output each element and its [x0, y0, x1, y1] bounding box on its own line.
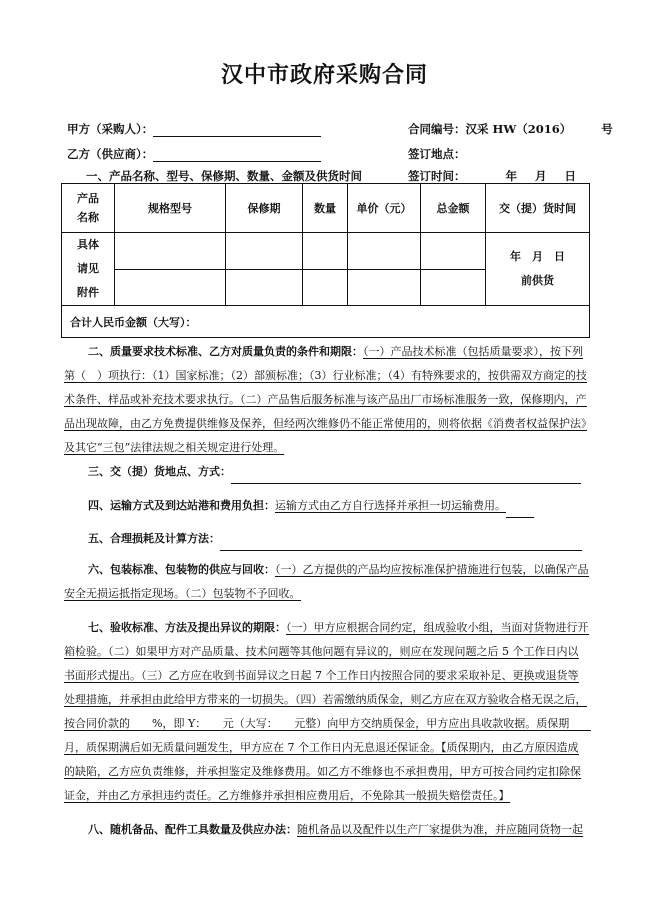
- section-6: [64, 558, 589, 606]
- col-name-line2: 名称: [77, 211, 99, 224]
- detail-line1: 具体: [77, 238, 99, 251]
- col-header-warranty: 保修期: [226, 184, 303, 233]
- goods-table: [61, 183, 590, 338]
- party-a-label: 甲方（采购人）：: [67, 122, 154, 136]
- s5-heading: 五、合理损耗及计算方法：: [88, 532, 220, 545]
- spec-cell[interactable]: [115, 233, 226, 270]
- detail-line2: 请见: [77, 262, 99, 275]
- party-a-row: [67, 121, 321, 137]
- s8-heading: 八、随机备品、配件工具数量及供应办法：: [88, 823, 297, 836]
- price-cell[interactable]: [348, 269, 421, 306]
- detail-line3: 附件: [77, 286, 99, 299]
- s8-body: 随机备品以及配件以生产厂家提供为准，并应随同货物一起: [297, 823, 583, 836]
- party-b-label: 乙方（供应商）：: [67, 147, 154, 161]
- delivery-date: 年 月 日: [510, 250, 565, 263]
- sign-time-label: 签订时间：: [408, 169, 466, 183]
- sign-place-row: [408, 146, 466, 162]
- s4-field[interactable]: [506, 503, 534, 518]
- contract-no-row: [408, 121, 613, 137]
- sign-time-month: 月: [535, 169, 547, 183]
- contract-no-suffix: 号: [601, 122, 613, 136]
- total-row: [62, 306, 590, 338]
- s2-heading: 二、质量要求技术标准、乙方对质量负责的条件和期限：: [88, 345, 363, 358]
- table-row: [62, 233, 590, 270]
- s7-heading: 七、验收标准、方法及提出异议的期限：: [88, 621, 286, 634]
- sign-time-day: 日: [564, 169, 576, 183]
- spec-cell[interactable]: [115, 269, 226, 306]
- section-8: [64, 818, 589, 842]
- sign-place-label: 签订地点：: [408, 147, 466, 161]
- sign-time-row: [408, 168, 576, 184]
- s3-field[interactable]: [231, 469, 581, 484]
- party-a-field[interactable]: [153, 123, 321, 137]
- s7-body: （一）甲方应根据合同约定，组成验收小组，当面对货物进行开箱检验。（二）如果甲方对产品质量、技术问题等其他问题有异议的，则应在发现问题之后 5 个工作日内以书面形式提出。（三）乙方应在收到书面异议之日起 7 个工作日内按照合同的要求采取补足、更换或退货等处理措施，并承担由此给甲方带来的一切损失。（四）若需缴纳质保金，则乙方应在双方验收合格无误之后，按合同价款的 %，即 Y： 元（大写： 元整）向甲方交纳质保金，甲方应出具收款收据。质保期 月，质保期满后如无质量问题发生，甲方应在 7 个工作日内无息退还保证金。【质保期内，由乙方原因造成的缺陷，乙方应负责维修，并承担鉴定及维修费用。如乙方不维修也不承担费用，甲方可按合同约定扣除保证金，并由乙方承担违约责任。乙方维修并承担相应费用后，不免除其一般损失赔偿责任。】: [64, 621, 592, 802]
- section-3: [64, 460, 589, 484]
- total-amount-label: 合计人民币金额（大写）：: [62, 306, 590, 338]
- s4-heading: 四、运输方式及到达站港和费用负担：: [88, 499, 275, 512]
- s6-body: （一）乙方提供的产品均应按标准保护措施进行包装，以确保产品安全无损运抵指定现场。（二）包装物不予回收。: [64, 563, 589, 600]
- col-header-name: [62, 184, 115, 233]
- warranty-cell[interactable]: [226, 269, 303, 306]
- col-header-delivery: 交（提）货时间: [486, 184, 590, 233]
- delivery-cell: [486, 233, 590, 306]
- qty-cell[interactable]: [303, 233, 348, 270]
- section-2: [64, 340, 589, 460]
- detail-cell: [62, 233, 115, 306]
- table-header-row: [62, 184, 590, 233]
- s2-body: （一）产品技术标准（包括质量要求），按下列第（ ）项执行：（1）国家标准；（2）部颁标准；（3）行业标准；（4）有特殊要求的，按供需双方商定的技术条件、样品或补充技术要求执行。（二）产品售后服务标准与该产品出厂市场标准服务一致，保修期内，产品出现故障，由乙方免费提供维修及保养，但经两次维修仍不能正常使用的，则将依据《消费者权益保护法》及其它“三包”法律法规之相关规定进行处理。: [64, 345, 587, 454]
- s4-body: 运输方式由乙方自行选择并承担一切运输费用。: [275, 499, 506, 512]
- s3-heading: 三、交（提）货地点、方式：: [88, 465, 231, 478]
- total-cell[interactable]: [421, 233, 486, 270]
- total-cell[interactable]: [421, 269, 486, 306]
- party-b-row: [67, 146, 321, 162]
- party-b-field[interactable]: [153, 148, 321, 162]
- col-name-line1: 产品: [77, 192, 99, 205]
- section-5: [64, 527, 589, 551]
- price-cell[interactable]: [348, 233, 421, 270]
- delivery-note: 前供货: [521, 274, 554, 287]
- col-header-total: 总金额: [421, 184, 486, 233]
- section-7: [64, 616, 592, 808]
- sign-time-year: 年: [505, 169, 517, 183]
- section-4: [64, 494, 589, 518]
- contract-no-value: 汉采 HW（2016）: [465, 122, 572, 136]
- col-header-qty: 数量: [303, 184, 348, 233]
- col-header-price: 单价（元）: [348, 184, 421, 233]
- contract-no-label: 合同编号：: [408, 122, 466, 136]
- page-title: 汉中市政府采购合同: [220, 63, 428, 88]
- warranty-cell[interactable]: [226, 233, 303, 270]
- qty-cell[interactable]: [303, 269, 348, 306]
- col-header-spec: 规格型号: [115, 184, 226, 233]
- s6-heading: 六、包装标准、包装物的供应与回收：: [88, 563, 275, 576]
- s5-field[interactable]: [220, 536, 582, 551]
- section1-heading: 一、产品名称、型号、保修期、数量、金额及供货时间: [86, 169, 362, 183]
